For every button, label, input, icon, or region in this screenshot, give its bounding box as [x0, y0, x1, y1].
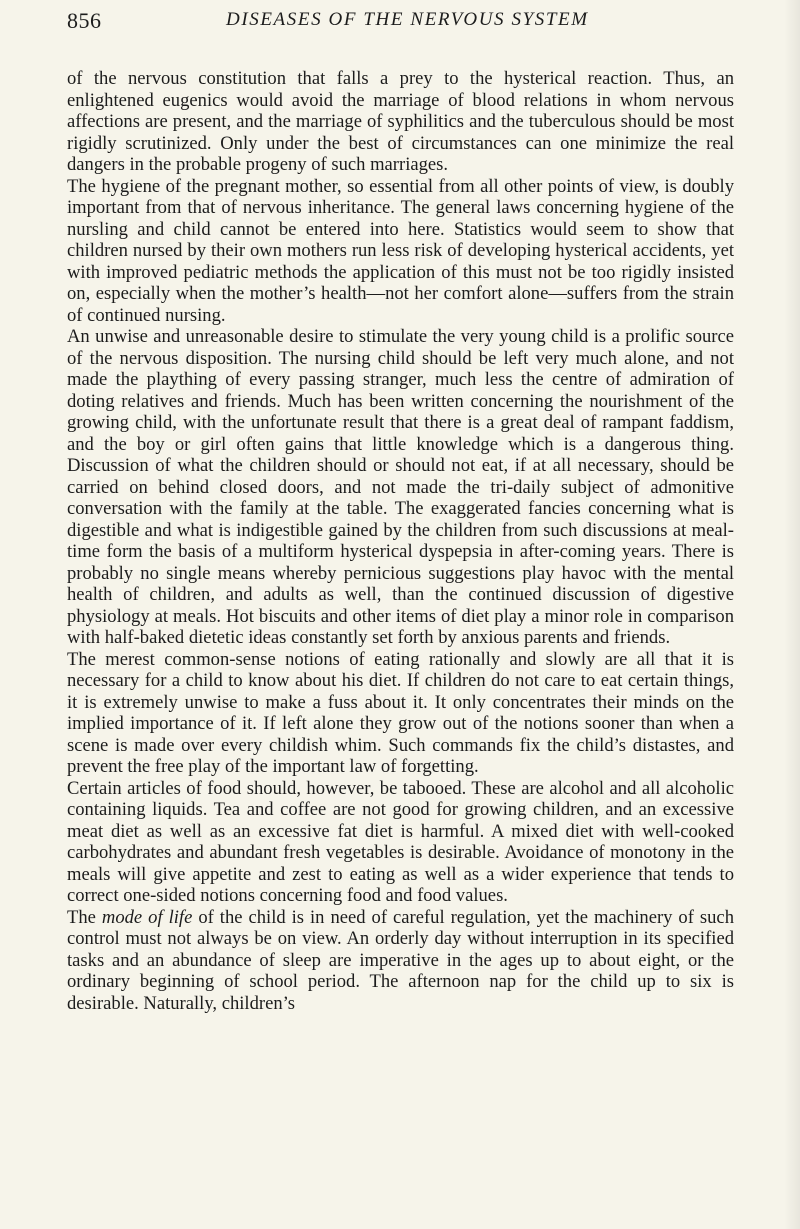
page-header — [67, 8, 740, 38]
emphasis-text: mode of life — [101, 906, 193, 928]
paragraph-text: of the child is in need of careful regulation, yet the machinery of such control must not always be on view. An orderly day without interruption in its specified tasks and an abundance of sleep are imperative in the ages up to about eight, or the ordinary beginning of school period. The afternoon nap for the child up to six is desirable. Naturally, children’s — [67, 906, 734, 1014]
paragraph-text: The — [67, 906, 102, 928]
paragraph: The hygiene of the pregnant mother, so essential from all other points of view, is doubly important from that of nervous inheritance. The general laws concerning hygiene of the nursling and child cannot be entered into here. Statistics would seem to show that children nursed by their own mothers run less risk of developing hysterical accidents, yet with improved pediatric methods the application of this must not be too rigidly insisted on, especially when the mother’s health—not her comfort alone—suffers from the strain of continued nursing. — [67, 175, 734, 326]
paragraph: An unwise and unreasonable desire to stimulate the very young child is a prolific source of the nervous disposition. The nursing child should be left very much alone, and not made the plaything of every passing stranger, much less the centre of admiration of doting relatives and friends. Much has been written concerning the nourishment of the growing child, with the unfortunate result that there is a great deal of rampant faddism, and the boy or girl often gains that little knowledge which is a dangerous thing. Discussion of what the children should or should not eat, if at all necessary, should be carried on behind closed doors, and not made the tri-daily subject of admonitive conversation with the family at the table. The exaggerated fancies concerning what is digestible and what is indigestible gained by the children from such discussions at meal-time form the basis of a multiform hysterical dyspepsia in after-coming years. There is probably no single means whereby pernicious suggestions play havoc with the mental health of children, and adults as well, than the continued discussion of digestive physiology at meals. Hot biscuits and other items of diet play a minor role in comparison with half-baked dietetic ideas constantly set forth by anxious parents and friends. — [67, 326, 734, 648]
paragraph: The merest common-sense notions of eating rationally and slowly are all that it is necessary for a child to know about his diet. If children do not care to eat certain things, it is extremely unwise to make a fuss about it. It only concentrates their minds on the implied importance of it. If left alone they grow out of the notions sooner than when a scene is made over every childish whim. Such commands fix the child’s distastes, and prevent the free play of the important law of forgetting. — [67, 648, 734, 777]
paragraph: Certain articles of food should, however, be tabooed. These are alcohol and all alcoholic containing liquids. Tea and coffee are not good for growing children, and an excessive meat diet as well as an excessive fat diet is harmful. A mixed diet with well-cooked carbohydrates and abundant fresh vegetables is desirable. Avoidance of monotony in the meals will give appetite and zest to eating as well as a wider experience that tends to correct one-sided notions concerning food and food values. — [67, 777, 734, 906]
paragraph — [67, 907, 734, 1015]
body-text — [67, 68, 734, 1014]
paragraph: of the nervous constitution that falls a prey to the hysterical reaction. Thus, an enlightened eugenics would avoid the marriage of blood relations in whom nervous affections are present, and the marriage of syphilitics and the tuberculous should be most rigidly scrutinized. Only under the best of circumstances can one minimize the real dangers in the probable progeny of such marriages. — [67, 68, 734, 175]
page-number: 856 — [67, 8, 102, 33]
running-title: DISEASES OF THE NERVOUS SYSTEM — [226, 9, 589, 30]
